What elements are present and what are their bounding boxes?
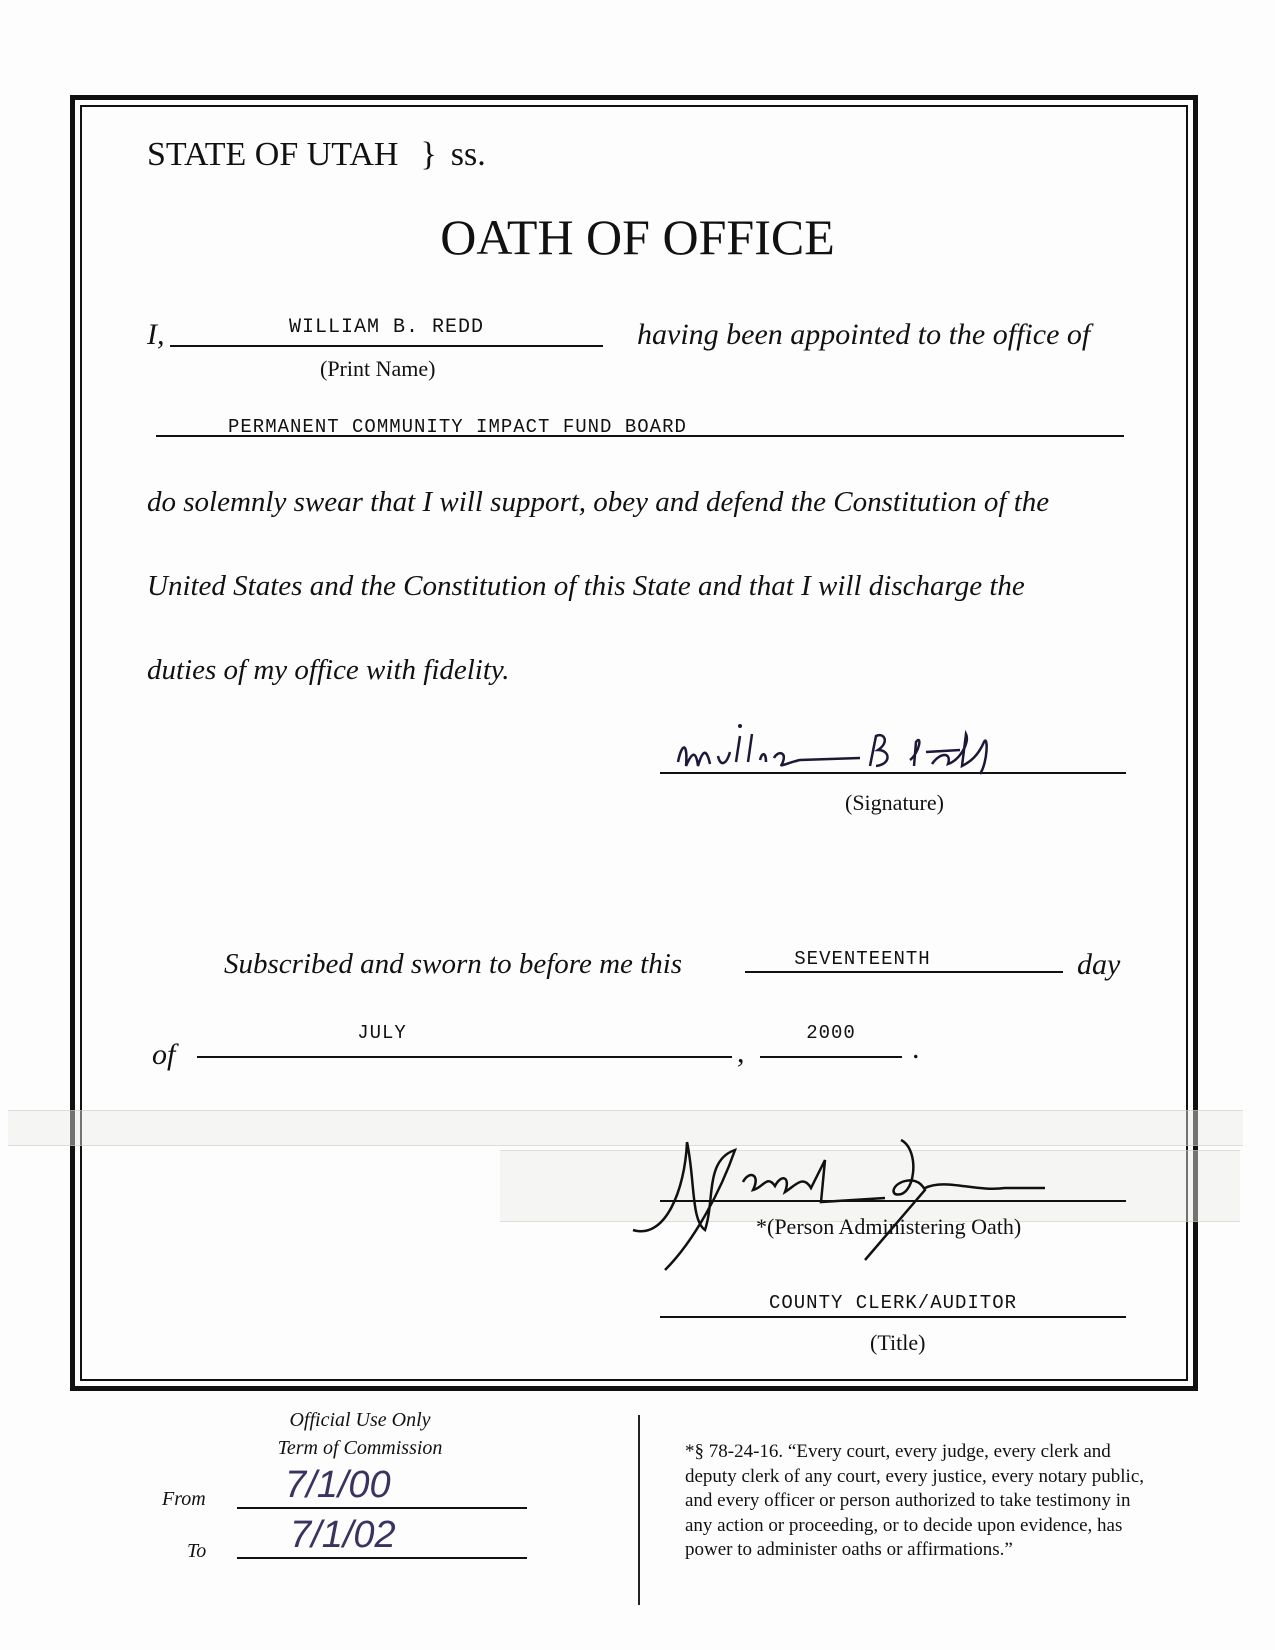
statute-line-2: deputy clerk of any court, every justice, every notary public, <box>685 1465 1144 1487</box>
footer-divider <box>638 1415 640 1605</box>
state-name: STATE OF UTAH <box>147 136 399 173</box>
ss-abbrev: ss. <box>450 136 486 173</box>
of-label: of <box>152 1038 176 1071</box>
administrator-signature-image <box>625 1130 1065 1280</box>
year-value: 2000 <box>806 1022 856 1044</box>
appointed-text: having been appointed to the office of <box>637 318 1091 351</box>
administrator-caption: *(Person Administering Oath) <box>756 1214 1022 1239</box>
brace-symbol: } <box>420 136 437 173</box>
month-line <box>197 1056 732 1058</box>
term-of-commission-label: Term of Commission <box>277 1437 443 1459</box>
administrator-title-value: COUNTY CLERK/AUDITOR <box>768 1292 1018 1314</box>
statute-line-1: *§ 78-24-16. “Every court, every judge, every clerk and <box>685 1441 1111 1462</box>
statute-note <box>685 1440 1205 1563</box>
statute-line-4: any action or proceeding, or to decide upon evidence, has <box>685 1514 1123 1536</box>
appointee-signature-image <box>670 722 1030 782</box>
oath-line-3: duties of my office with fidelity. <box>147 654 510 686</box>
year-line <box>760 1056 902 1058</box>
appointee-name: WILLIAM B. REDD <box>288 316 485 339</box>
to-label: To <box>187 1540 207 1562</box>
statute-line-5: power to administer oaths or affirmations.” <box>685 1539 1013 1560</box>
document-title: OATH OF OFFICE <box>440 209 835 265</box>
from-line <box>237 1507 527 1509</box>
statute-line-3: and every officer or person authorized to take testimony in <box>685 1490 1131 1511</box>
to-value: 7/1/02 <box>290 1514 396 1556</box>
title-caption: (Title) <box>870 1330 926 1355</box>
from-label: From <box>162 1488 206 1510</box>
month-comma: , <box>737 1036 745 1069</box>
oath-line-1: do solemnly swear that I will support, obey and defend the Constitution of the <box>147 486 1050 518</box>
day-value: SEVENTEENTH <box>794 948 931 970</box>
oath-line-2: United States and the Constitution of this State and that I will discharge the <box>147 570 1025 602</box>
official-use-label: Official Use Only <box>289 1409 431 1431</box>
i-prefix: I, <box>147 318 165 351</box>
signature-caption: (Signature) <box>845 790 944 815</box>
year-period: . <box>912 1032 920 1065</box>
official-use-heading <box>240 1406 480 1462</box>
print-name-line <box>170 345 603 347</box>
day-label: day <box>1077 948 1121 981</box>
office-name: PERMANENT COMMUNITY IMPACT FUND BOARD <box>228 416 687 438</box>
month-value: JULY <box>357 1022 407 1044</box>
print-name-caption: (Print Name) <box>320 356 436 381</box>
state-header <box>147 136 486 174</box>
from-value: 7/1/00 <box>285 1464 391 1506</box>
day-line <box>745 971 1063 973</box>
sworn-text: Subscribed and sworn to before me this <box>224 948 683 980</box>
title-line <box>660 1316 1126 1318</box>
to-line <box>237 1557 527 1559</box>
